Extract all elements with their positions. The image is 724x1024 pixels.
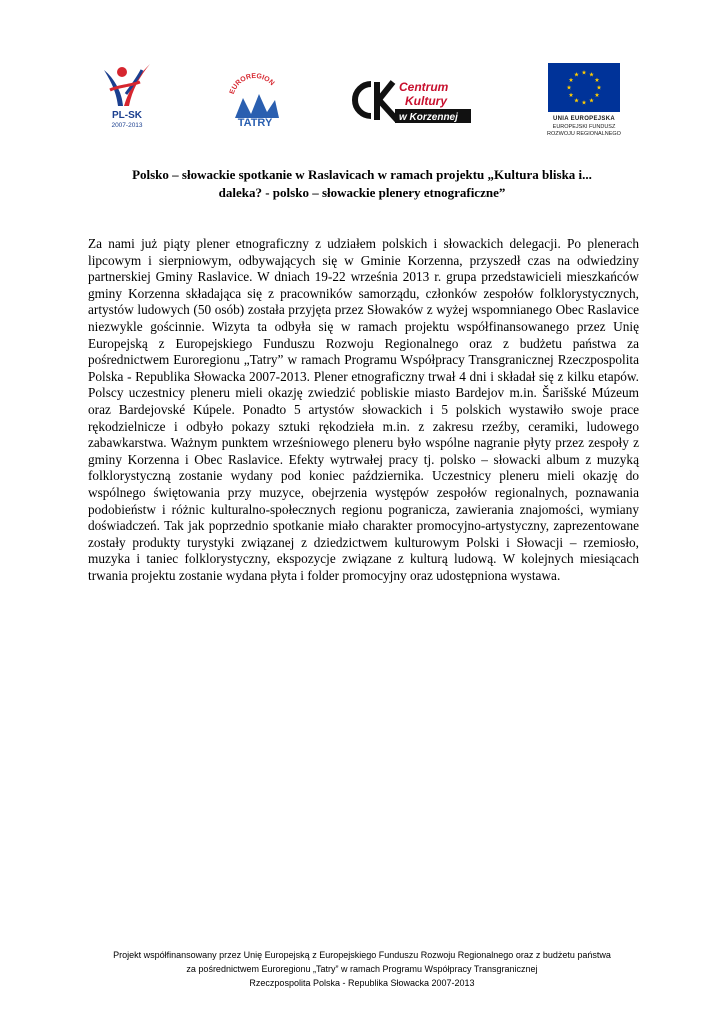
eu-logo bbox=[540, 63, 628, 139]
tatry-main-text: TATRY bbox=[237, 117, 273, 129]
plsk-figure-icon bbox=[96, 60, 158, 112]
plsk-label: PL-SK bbox=[112, 110, 142, 121]
ck-emblem-icon bbox=[347, 76, 473, 126]
plsk-years: 2007-2013 bbox=[111, 122, 143, 129]
ck-line3: w Korzennej bbox=[399, 112, 458, 123]
ck-line1: Centrum bbox=[399, 80, 449, 94]
centrum-kultury-logo bbox=[347, 76, 473, 126]
svg-text:EUROREGION bbox=[229, 73, 275, 95]
ck-line2: Kultury bbox=[405, 94, 447, 108]
footer-line-3: Rzeczpospolita Polska - Republika Słowacka 2007-2013 bbox=[249, 978, 475, 988]
footer-line-2: za pośrednictwem Euroregionu „Tatry” w ramach Programu Współpracy Transgranicznej bbox=[186, 964, 538, 974]
article-body: Za nami już piąty plener etnograficzny z udziałem polskich i słowackich delegacji. Po plenerach lipcowym i sierpniowym, odbywających się w Gminie Korzenna, przyszedł czas na odwiedziny partnerskiej Gminy Raslavice. W dniach 19-22 września 2013 r. grupa przedstawicieli mieszkańców gminy Korzenna składająca się z pracowników samorządu, członków zespołów folklorystycznych, artystów ludowych (50 osób) została przyjęta przez Słowaków z wyżej wspomnianego Obec Raslavice niezwykle gościnnie. Wizyta ta odbyła się w ramach projektu współfinansowanego przez Unię Europejską z Europejskiego Funduszu Rozwoju Regionalnego oraz z budżetu państwa za pośrednictwem Euroregionu „Tatry” w ramach Programu Współpracy Transgranicznej Rzeczpospolita Polska - Republika Słowacka 2007-2013. Plener etnograficzny trwał 4 dni i składał się z kilku etapów. Polscy uczestnicy pleneru mieli okazję zwiedzić pobliskie miasto Bardejov m.in. Šarišské Múzeum oraz Bardejovské Kúpele. Ponadto 5 artystów słowackich i 5 polskich wystawiło swoje prace rękodzielnicze i odbyło pokazy sztuki rękodzieła m.in. z zakresu rzeźby, ceramiki, ludowego zabawkarstwa. Ważnym punktem wrześniowego pleneru było wspólne nagranie płyty przez zespoły z gminy Korzenna i Obec Raslavice. Efekty wytrwałej pracy tj. polsko – słowacki album z muzyką folklorystyczną zostanie wydany pod koniec października. Uczestnicy pleneru mieli okazję do wspólnego świętowania przy muzyce, obejrzenia występów zespołów regionalnych, poznawania podobieństw i różnic kulturalno-społecznych regionu pogranicza, zawierania znajomości, wymiany doświadczeń. Tak jak poprzednio spotkanie miało charakter promocyjno-artystyczny, zaprezentowane zostały produkty turystyki związanej z dziedzictwem kulturowym Polski i Słowacji – rzemiosło, muzyka i taniec folklorystyczny, ekspozycje związane z kulturą ludową. W kolejnych miesiącach trwania projektu zostanie wydana płyta i folder promocyjny oraz udostępniona wystawa. bbox=[88, 236, 639, 583]
tatry-arc-text: EUROREGION bbox=[228, 72, 276, 96]
tatry-mountain-icon bbox=[225, 70, 285, 130]
plsk-logo bbox=[96, 60, 158, 138]
eu-flag-icon bbox=[540, 63, 628, 115]
article-title bbox=[90, 166, 634, 202]
eu-caption-line2: EUROPEJSKI FUNDUSZ bbox=[552, 124, 616, 130]
footer-line-1: Projekt współfinansowany przez Unię Europejską z Europejskiego Funduszu Rozwoju Regionalnego oraz z budżetu państwa bbox=[113, 950, 611, 960]
title-line-1: Polsko – słowackie spotkanie w Raslavicach w ramach projektu „Kultura bliska i... bbox=[132, 167, 592, 182]
euroregion-tatry-logo bbox=[225, 70, 285, 130]
eu-caption-line1: UNIA EUROPEJSKA bbox=[553, 116, 615, 122]
page-footer bbox=[60, 948, 664, 990]
title-line-2: daleka? - polsko – słowackie plenery etnograficzne” bbox=[218, 185, 506, 200]
eu-caption-line3: ROZWOJU REGIONALNEGO bbox=[547, 131, 621, 137]
